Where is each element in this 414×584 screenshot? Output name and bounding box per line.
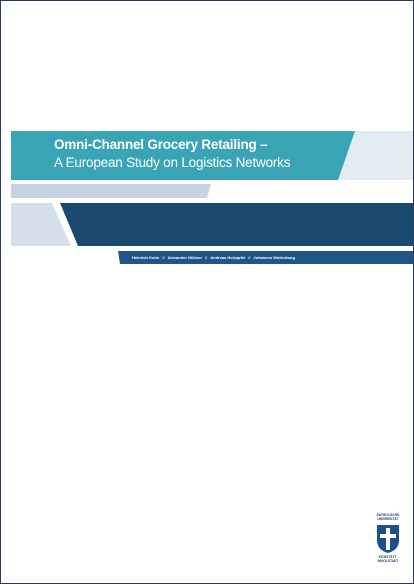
author-name: Alexander Hübner xyxy=(167,255,203,260)
author-separator: // xyxy=(205,255,208,260)
author-list xyxy=(132,255,295,260)
author-name: Andreas Holzapfel xyxy=(210,255,246,260)
light-strip xyxy=(11,184,211,198)
author-name: Johannes Wollenburg xyxy=(253,255,296,260)
cover-subtitle: A European Study on Logistics Networks xyxy=(54,155,291,170)
university-shield-icon xyxy=(376,524,400,554)
logo-top-text: KATHOLISCHE UNIVERSITÄT xyxy=(376,513,400,521)
cover-title: Omni-Channel Grocery Retailing – xyxy=(54,137,268,152)
author-separator: // xyxy=(248,255,251,260)
university-logo xyxy=(372,514,404,566)
left-light-box xyxy=(11,203,71,246)
author-name: Heinrich Kuhn xyxy=(132,255,160,260)
author-separator: // xyxy=(162,255,165,260)
logo-bottom-text: EICHSTÄTT-INGOLSTADT xyxy=(377,555,399,563)
navy-band xyxy=(60,203,413,246)
